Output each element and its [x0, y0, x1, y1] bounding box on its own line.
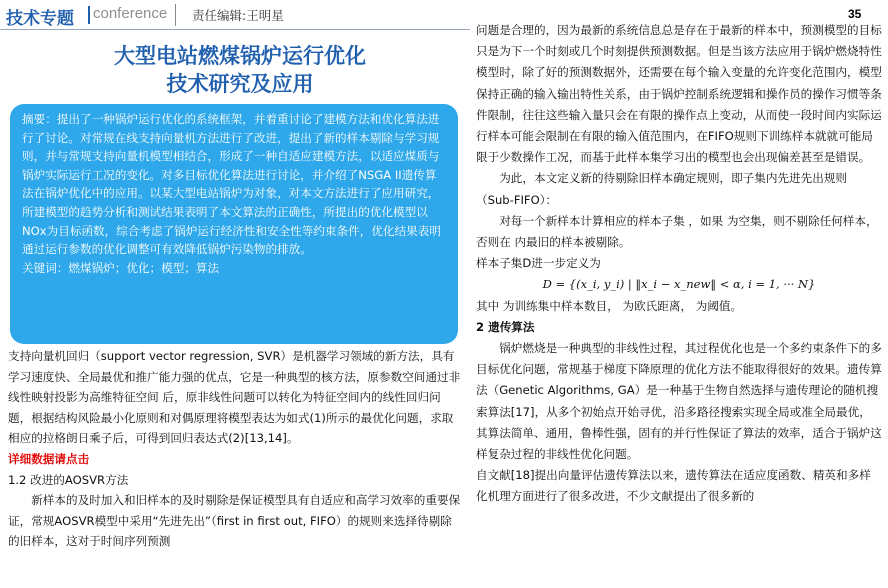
article-title — [40, 42, 440, 98]
right-column — [476, 20, 882, 508]
right-paragraph-7: 自文献[18]提出向量评估遗传算法以来，遗传算法在适应度函数、精英和多样化机理方面进行了很多改进，不少文献提出了很多新的 — [476, 468, 871, 504]
right-paragraph-4: 样本子集D进一步定义为 — [476, 256, 601, 271]
header-rule — [0, 29, 470, 30]
header-divider — [175, 4, 176, 26]
editor-credit: 责任编辑:王明星 — [192, 8, 284, 23]
left-column — [8, 346, 462, 552]
right-paragraph-2: 为此，本文定义新的待剔除旧样本确定规则，即子集内先进先出规则（Sub-FIFO）： — [476, 171, 848, 207]
left-paragraph-2: 新样本的及时加入和旧样本的及时剔除是保证模型具有自适应和高学习效率的重要保证，常规AOSVR模型中采用“先进先出”（first in first out, FIFO）的规则来选择待剔除的旧样本，这对于时间序列预测 — [8, 493, 461, 549]
right-paragraph-6: 锅炉燃烧是一种典型的非线性过程，其过程优化也是一个多约束条件下的多目标优化问题，常规基于梯度下降原理的优化方法不能取得很好的效果。遗传算法（Genetic Algorithms, GA）是一种基于生物自然选择与遗传理论的随机搜索算法[17]，从多个初始点开始寻优，沿多路径搜索实现全局或准全局最优，其算法简单、通用，鲁棒性强，固有的并行性保证了算法的效率，适合于锅炉这样复杂过程的非线性优化问题。 — [476, 341, 882, 462]
column-brand: 技术专题 — [6, 9, 74, 29]
keywords: 关键词：燃煤锅炉；优化；模型；算法 — [22, 260, 220, 275]
right-paragraph-1: 问题是合理的，因为最新的系统信息总是存在于最新的样本中，预测模型的目标只是为下一个时刻或几个时刻提供预测数据。但是当该方法应用于锅炉燃烧特性模型时，除了好的预测数据外，还需要在每个输入变量的允许变化范围内，模型保持正确的输入输出特性关系，由于锅炉控制系统逻辑和操作员的操作习惯等条件限制，往往这些输入量只会在有限的操作点上变动，从而使一段时间内实际运行样本可能会限制在有限的输入值范围内，在FIFO规则下训练样本就就可能局限于少数操作工况，而基于此样本集学习出的模型也会出现偏差甚至是错误。 — [476, 23, 882, 165]
right-paragraph-3: 对每一个新样本计算相应的样本子集 ，如果 为空集，则不剔除任何样本，否则在 内最旧的样本被剔除。 — [476, 213, 878, 250]
section-heading-2: 2 遗传算法 — [476, 319, 535, 334]
page-number: 35 — [848, 7, 862, 21]
article-title-line1: 大型电站燃煤锅炉运行优化 — [114, 44, 366, 68]
brand-divider — [88, 6, 90, 24]
abstract-text: 摘要：提出了一种锅炉运行优化的系统框架，并着重讨论了建模方法和优化算法进行了讨论。对常规在线支持向量机方法进行了改进，提出了新的样本剔除与学习规则，并与常规支持向量机模型相结合，形成了一种自适应建模方法，以适应煤质与锅炉实际运行工况的变化。对多目标优化算法进行讨论，并介绍了NSGA II遗传算法在锅炉优化中的应用。以某大型电站锅炉为对象，对本文方法进行了应用研究，所建模型的趋势分析和测试结果表明了本文算法的正确性，所提出的优化模型以NOx为目标函数，综合考虑了锅炉运行经济性和安全性等约束条件，优化结果表明通过运行参数的优化调整可有效降低锅炉污染物的排放。 — [22, 112, 441, 257]
left-paragraph-1: 支持向量机回归（support vector regression, SVR）是机器学习领域的新方法，具有学习速度快、全局最优和推广能力强的优点，它是一种典型的核方法，原参数空间通过非线性映射投影为高维特征空间 后，原非线性问题可以转化为特征空间内的线性回归问题，根据结构风险最小化原则和对偶原理将模型表达为如式(1)所示的最优化问题，求取相应的拉格朗日乘子后，可得到回归表达式(2)[13,14]。 — [8, 349, 461, 446]
column-brand-en: conference — [93, 5, 168, 22]
article-title-line2: 技术研究及应用 — [166, 72, 314, 96]
detail-data-link[interactable]: 详细数据请点击 — [8, 451, 90, 466]
abstract-box — [10, 104, 458, 344]
subset-formula: D = {(x_i, y_i) | ‖x_i − x_new‖ < α, i = 1, ··· N} — [542, 277, 816, 292]
section-heading-1-2: 1.2 改进的AOSVR方法 — [8, 472, 129, 487]
right-paragraph-5: 其中 为训练集中样本数目， 为欧氏距离， 为阈值。 — [476, 298, 743, 313]
